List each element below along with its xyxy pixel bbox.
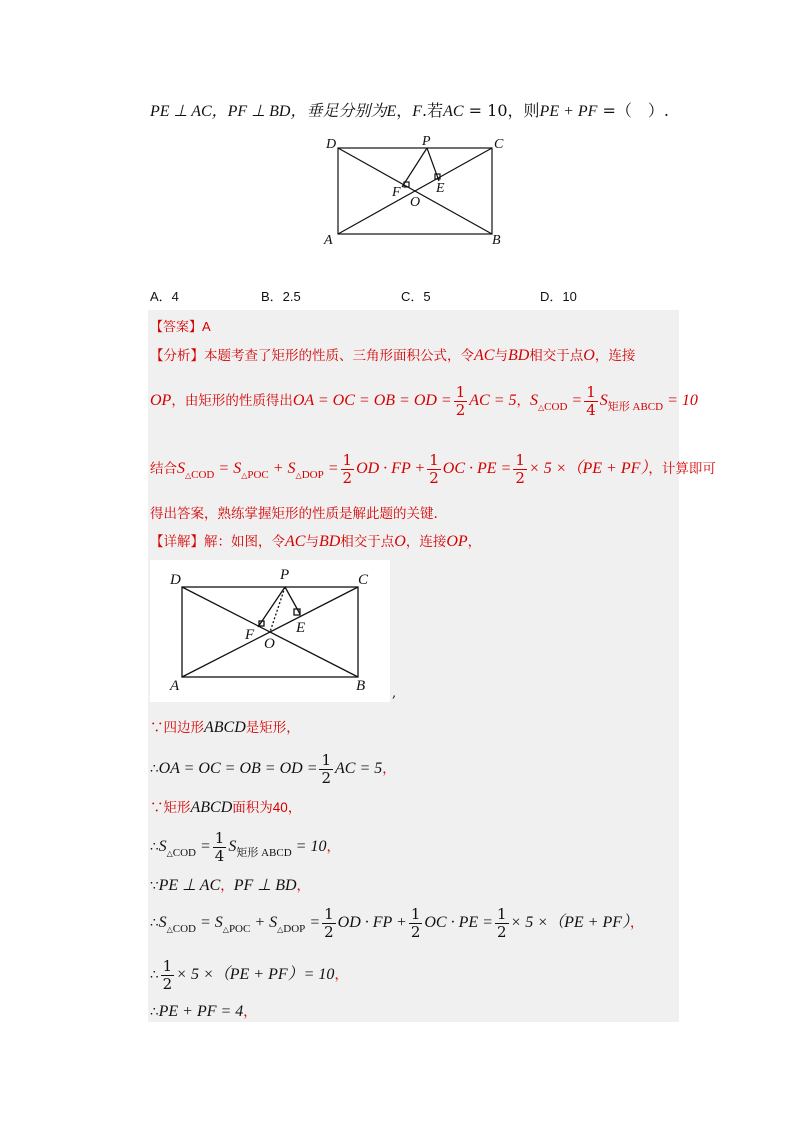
fraction-den: 2 [455, 401, 466, 419]
stem-pepf: PE + PF [539, 103, 598, 120]
solution-text: 解：如图，令 [204, 534, 285, 550]
solution-text: 相交于点 [340, 534, 395, 550]
step-comma: ， [326, 839, 340, 855]
step-comma: ， [220, 878, 234, 894]
analysis-bd: BD [507, 347, 530, 364]
fraction-half [322, 906, 336, 941]
fraction-num: 1 [496, 905, 507, 923]
step-1 [150, 716, 300, 737]
label-a: A [170, 678, 180, 694]
fraction-half [319, 752, 333, 787]
step-5 [150, 874, 310, 895]
stem-eq: = 10，则 [463, 101, 540, 120]
analysis-line-3 [150, 452, 716, 487]
solution-text: ，连接 [405, 534, 447, 550]
figure-trailing-comma: , [392, 686, 397, 701]
label-d: D [170, 572, 181, 588]
analysis-eq: OA = OC = OB = OD = [292, 392, 452, 409]
fraction-num: 1 [162, 957, 173, 975]
stem-part2: .若 [422, 101, 444, 120]
analysis-comma: ， [516, 393, 531, 409]
option-d[interactable]: D．10 [540, 289, 577, 304]
answer-tag: 【答案】 [150, 320, 203, 335]
analysis-text: ，计算即可 [648, 461, 716, 477]
triangle-symbol: △ [241, 471, 248, 480]
therefore-symbol: ∴ [150, 761, 159, 777]
fraction-den: 2 [410, 923, 421, 941]
analysis-text: ，连接 [594, 348, 636, 364]
question-stem [150, 98, 669, 121]
step-eq: + S [250, 914, 278, 931]
analysis-op: OP [150, 392, 172, 409]
geometry-figure-1 [320, 132, 520, 250]
stem-part1: PE ⊥ AC，PF ⊥ BD，垂足分别为 [150, 103, 387, 120]
segment-pe [427, 148, 439, 181]
fraction-num: 1 [455, 383, 466, 401]
step-eq: = [305, 914, 321, 931]
analysis-eq: = S [214, 460, 242, 477]
fraction-den: 2 [324, 923, 334, 941]
step-eq: AC = 5 [335, 760, 383, 777]
solution-tag: 【详解】 [150, 534, 204, 550]
answer-line [150, 316, 211, 335]
label-p: P [280, 567, 290, 583]
solution-text: ， [467, 534, 482, 550]
fraction-num: 1 [586, 383, 596, 401]
stem-point-e: E [386, 103, 397, 120]
step-eq: PE ⊥ AC [158, 877, 221, 894]
analysis-o: O [583, 347, 595, 364]
triangle-symbol: △ [295, 471, 302, 480]
label-e: E [436, 181, 445, 196]
fraction-quarter [584, 384, 598, 419]
therefore-symbol: ∴ [150, 967, 159, 983]
triangle-symbol: △ [277, 925, 284, 934]
step-eq: = 10 [291, 838, 327, 855]
solution-text: 与 [305, 534, 319, 550]
subscript: COD [172, 923, 196, 935]
step-text: 是矩形， [245, 720, 300, 736]
fraction-den: 4 [586, 401, 596, 419]
segment-pe [285, 587, 300, 614]
solution-ac: AC [285, 533, 306, 550]
step-eq: OC · PE = [424, 914, 493, 931]
fraction-den: 2 [162, 975, 173, 993]
step-6 [150, 906, 644, 941]
fraction-num: 1 [324, 905, 334, 923]
option-a[interactable]: A．4 [150, 289, 179, 304]
analysis-eq: + S [268, 460, 296, 477]
step-text: 面积为 [232, 800, 273, 816]
fraction-half [427, 452, 441, 487]
segment-pf [402, 148, 427, 187]
solution-bd: BD [318, 533, 341, 550]
step-3 [150, 796, 301, 817]
step-comma: ， [630, 915, 644, 931]
label-a: A [324, 233, 333, 248]
step-eq: = [195, 838, 211, 855]
analysis-eq: OD · FP + [356, 460, 426, 477]
therefore-symbol: ∴ [150, 839, 159, 855]
subscript: COD [191, 469, 215, 481]
step-comma: ， [243, 1004, 257, 1020]
step-2 [150, 752, 396, 787]
fraction-num: 1 [410, 905, 421, 923]
step-area-value: 40 [272, 800, 288, 815]
subscript: POC [247, 469, 269, 481]
analysis-line-4: 得出答案，熟练掌握矩形的性质是解此题的关键. [150, 506, 438, 522]
label-b: B [356, 678, 366, 694]
solution-op: OP [446, 533, 468, 550]
label-o: O [410, 195, 421, 210]
analysis-line-1 [150, 344, 635, 365]
analysis-text: 结合 [150, 461, 177, 477]
analysis-text: 与 [494, 348, 508, 364]
step-eq: OA = OC = OB = OD = [158, 760, 318, 777]
analysis-s: S [530, 392, 539, 409]
step-eq: PE + PF = 4 [158, 1003, 244, 1020]
analysis-line-2 [150, 384, 698, 419]
fraction-den: 4 [214, 847, 225, 865]
analysis-eq: = [567, 392, 583, 409]
step-eq: × 5 ×（PE + PF） [510, 914, 630, 931]
fraction-den: 2 [321, 769, 332, 787]
triangle-symbol: △ [222, 925, 229, 934]
analysis-eq: OC · PE = [442, 460, 512, 477]
step-eq: × 5 ×（PE + PF）= 10 [176, 966, 335, 983]
step-eq: PF ⊥ BD [233, 877, 297, 894]
fraction-den: 2 [342, 469, 353, 487]
step-comma: ， [296, 878, 311, 894]
step-eq: OD · FP + [337, 914, 407, 931]
analysis-eq: AC = 5 [469, 392, 517, 409]
label-f: F [245, 627, 255, 643]
solution-intro [150, 530, 481, 551]
step-abcd: ABCD [204, 719, 246, 736]
therefore-symbol: ∴ [150, 1004, 159, 1020]
stem-end: =（ ）. [597, 101, 670, 120]
fraction-half [495, 906, 509, 941]
subscript: DOP [301, 469, 324, 481]
triangle-symbol: △ [538, 403, 545, 412]
analysis-eq: = 10 [663, 392, 698, 409]
fraction-den: 2 [496, 923, 507, 941]
label-c: C [358, 572, 369, 588]
subscript: DOP [283, 923, 306, 935]
fraction-half [341, 452, 355, 487]
step-4 [150, 830, 340, 865]
answer-value: A [202, 319, 211, 334]
fraction-den: 2 [429, 469, 439, 487]
analysis-text: 相交于点 [529, 348, 584, 364]
triangle-symbol: △ [166, 925, 173, 934]
fraction-num: 1 [342, 451, 353, 469]
geometry-figure-2 [150, 560, 390, 702]
step-comma: ， [334, 967, 348, 983]
analysis-s: S [599, 392, 608, 409]
step-comma: ， [287, 800, 302, 816]
subscript: 矩形 ABCD [607, 401, 664, 413]
therefore-symbol: ∴ [150, 915, 159, 931]
label-p: P [422, 134, 431, 149]
step-s: S [158, 914, 167, 931]
because-symbol: ∵ [150, 878, 159, 894]
step-comma: ， [382, 761, 396, 777]
label-f: F [392, 185, 401, 200]
label-o: O [264, 636, 275, 652]
step-7 [150, 958, 348, 993]
triangle-symbol: △ [166, 849, 173, 858]
subscript: COD [172, 847, 196, 859]
fraction-num: 1 [214, 829, 225, 847]
label-b: B [492, 233, 501, 248]
label-c: C [494, 137, 504, 152]
step-s: S [158, 838, 167, 855]
fraction-den: 2 [515, 469, 525, 487]
option-b[interactable]: B．2.5 [261, 289, 301, 304]
stem-point-f: F [412, 103, 423, 120]
triangle-symbol: △ [185, 471, 192, 480]
analysis-s: S [177, 460, 185, 477]
because-symbol: ∵ [150, 720, 164, 736]
fraction-half [161, 958, 175, 993]
subscript: POC [228, 923, 251, 935]
step-8 [150, 1000, 257, 1021]
step-eq: = S [195, 914, 223, 931]
label-d: D [326, 137, 337, 152]
subscript: 矩形 ABCD [236, 847, 292, 859]
because-symbol: ∵ [150, 800, 164, 816]
option-c[interactable]: C．5 [401, 289, 431, 304]
label-e: E [296, 620, 306, 636]
analysis-eq: × 5 ×（PE + PF） [528, 460, 649, 477]
stem-ac: AC [443, 103, 464, 120]
step-text: 矩形 [163, 800, 191, 816]
step-text: 四边形 [163, 720, 204, 736]
analysis-ac: AC [474, 347, 495, 364]
subscript: COD [544, 401, 568, 413]
analysis-tag: 【分析】 [150, 348, 204, 364]
fraction-half [513, 452, 527, 487]
solution-o: O [394, 533, 406, 550]
fraction-num: 1 [429, 451, 439, 469]
fraction-half [454, 384, 468, 419]
fraction-half [409, 906, 423, 941]
fraction-quarter [213, 830, 227, 865]
analysis-text: ，由矩形的性质得出 [171, 393, 293, 409]
step-s: S [228, 838, 237, 855]
step-abcd: ABCD [190, 799, 233, 816]
analysis-text: 本题考查了矩形的性质、三角形面积公式，令 [204, 348, 474, 364]
fraction-num: 1 [515, 451, 525, 469]
stem-comma: ， [396, 101, 413, 120]
fraction-num: 1 [321, 751, 332, 769]
analysis-eq: = [323, 460, 339, 477]
